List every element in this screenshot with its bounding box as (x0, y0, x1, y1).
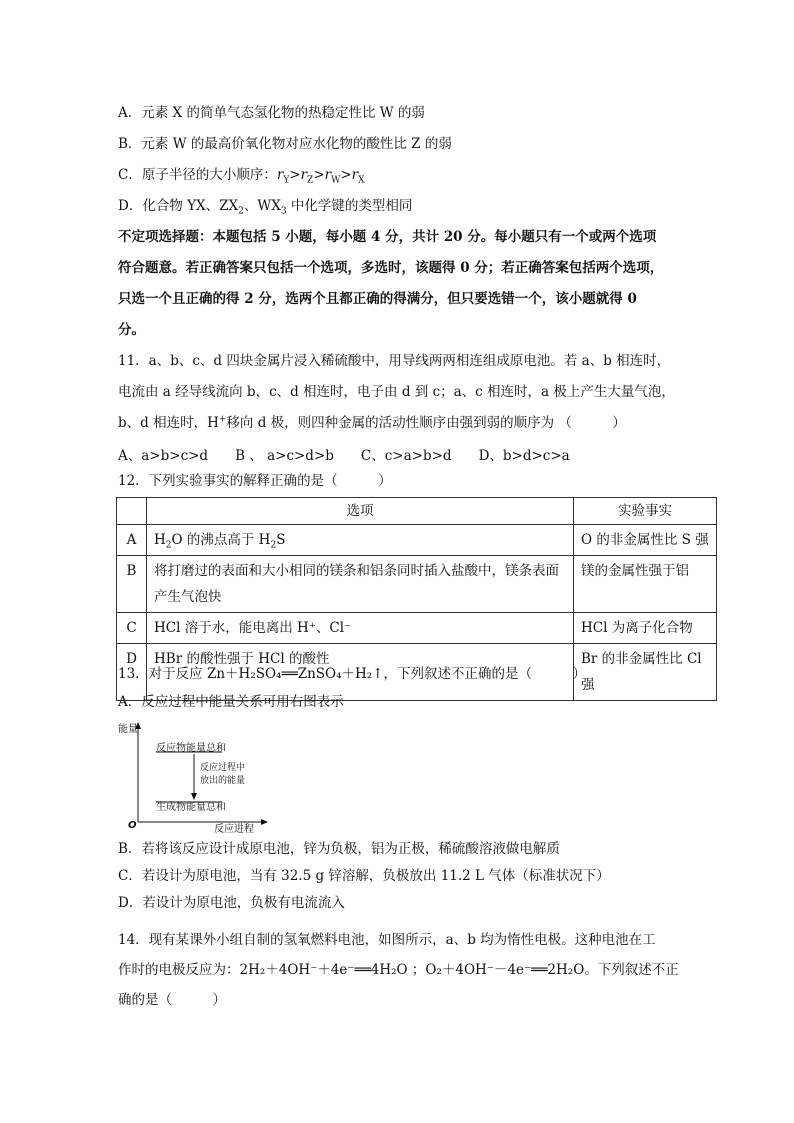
row-key: B (117, 556, 147, 613)
col-option-header: 选项 (147, 498, 574, 525)
products-label: 生成物能量总和 (156, 802, 226, 813)
released-energy-label-1: 反应过程中 (200, 763, 246, 773)
q13-option-b: B．若将该反应设计成原电池，锌为负极，铝为正极，稀硫酸溶液做电解质 (118, 841, 560, 857)
row-explanation: HCl 为离子化合物 (574, 613, 717, 644)
q11-stem-2: 电流由 a 经导线流向 b，c、d 相连时，电子由 d 到 c；a、c 相连时，a 极上产生大量气泡， (118, 384, 675, 400)
section-instructions-1: 不定项选择题：本题包括 5 小题，每小题 4 分，共计 20 分。每小题只有一个或两个选项 (118, 229, 657, 245)
row-fact: 将打磨过的表面和大小相同的镁条和铝条同时插入盐酸中，镁条表面产生气泡快 (147, 556, 574, 613)
q12-stem: 12．下列实验事实的解释正确的是（ ） (118, 473, 392, 489)
energy-diagram (118, 722, 268, 834)
row-key: A (117, 525, 147, 556)
row-key: D (117, 644, 147, 701)
row-explanation: Br 的非金属性比 Cl 强 (574, 644, 717, 701)
q10-option-d: D．化合物 YX、$ZX_2$、$WX_3$ 中化学键的类型相同 (118, 198, 413, 217)
section-instructions-2: 符合题意。若正确答案只包括一个选项，多选时，该题得 0 分；若正确答案包括两个选项， (118, 260, 664, 276)
released-energy-label-2: 放出的能量 (200, 776, 246, 786)
row-explanation: O 的非金属性比 S 强 (574, 525, 717, 556)
row-fact: $H_2O$ 的沸点高于 $H_2S$ (147, 525, 574, 556)
q14-stem-1: 14．现有某课外小组自制的氢氧燃料电池，如图所示，a、b 均为惰性电极。这种电池在工 (118, 932, 656, 948)
q13-option-d: D．若设计为原电池，负极有电流流入 (118, 895, 345, 911)
q10-option-a: A．元素 X 的简单气态氢化物的热稳定性比 W 的弱 (118, 105, 425, 121)
q11-stem-3: b、d 相连时，H+移向 d 极，则四种金属的活动性顺序由强到弱的顺序为 （ ） (118, 414, 626, 431)
q13-option-c: C．若设计为原电池，当有 32.5 g 锌溶解，负极放出 11.2 L 气体（标准状况下） (118, 868, 610, 884)
q14-stem-3: 确的是（ ） (118, 992, 226, 1008)
table-row (117, 525, 717, 556)
reactants-label: 反应物能量总和 (156, 743, 226, 754)
origin-label: O (128, 820, 137, 831)
q13-stem: 13．对于反应 Zn＋H₂SO₄══ZnSO₄＋H₂↑，下列叙述不正确的是（ ） (118, 666, 587, 682)
q11-options: A、a>b>c>d B 、 a>c>d>b C、c>a>b>d D、b>d>c>a (118, 448, 570, 464)
q13-option-a: A．反应过程中能量关系可用右图表示 (118, 694, 344, 710)
q10-option-c: C．原子半径的大小顺序：$r_Y>r_Z>r_W>r_X$ (118, 167, 365, 186)
q10-option-b: B．元素 W 的最高价氧化物对应水化物的酸性比 Z 的弱 (118, 136, 452, 152)
table-row (117, 556, 717, 613)
row-key: C (117, 613, 147, 644)
section-instructions-3: 只选一个且正确的得 2 分，选两个且都正确的得满分，但只要选错一个，该小题就得 0 (118, 291, 637, 307)
section-instructions-4: 分。 (118, 322, 145, 338)
q11-stem-1: 11．a、b、c、d 四块金属片浸入稀硫酸中，用导线两两相连组成原电池。若 a、b 相连时， (118, 353, 671, 369)
table-row (117, 613, 717, 644)
x-axis-label: 反应进程 (214, 824, 254, 835)
col-fact-header: 实验事实 (574, 498, 717, 525)
y-axis-label: 能量 (118, 724, 138, 735)
q14-stem-2: 作时的电极反应为：2H₂＋4OH⁻＋4e⁻══4H₂O ；O₂＋4OH⁻－4e⁻══2H₂O。下列叙述不正 (118, 962, 679, 978)
row-fact: HBr 的酸性强于 HCl 的酸性 (147, 644, 574, 701)
row-explanation: 镁的金属性强于铝 (574, 556, 717, 613)
table-header-row (117, 498, 717, 525)
row-fact: HCl 溶于水，能电离出 H⁺、Cl⁻ (147, 613, 574, 644)
